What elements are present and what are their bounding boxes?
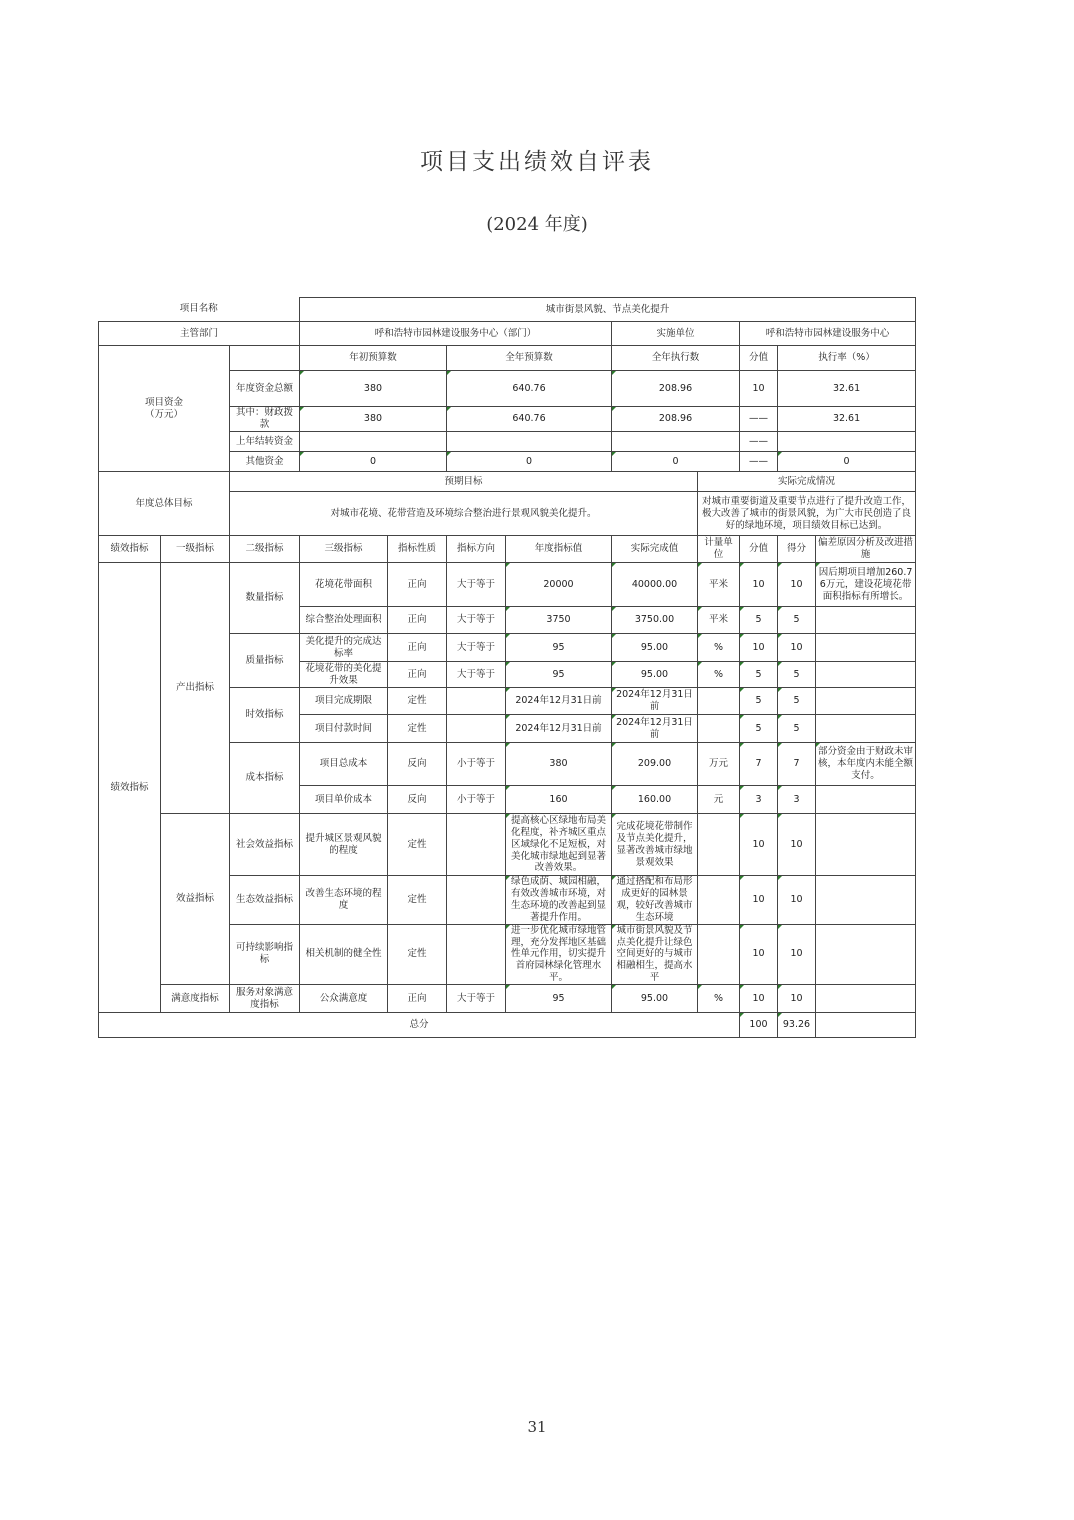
indicator-name: 项目完成期限: [300, 688, 388, 715]
indicator-actual: 完成花境花带制作及节点美化提升，显著改善城市绿地景观效果: [612, 814, 698, 876]
funds-rate: 32.61: [778, 407, 916, 432]
indicator-actual: 95.00: [612, 662, 698, 688]
indicator-actual: 160.00: [612, 786, 698, 814]
indicator-actual: 40000.00: [612, 563, 698, 607]
indicator-target: 95: [506, 634, 612, 662]
indicator-name: 项目总成本: [300, 743, 388, 786]
col-header: 偏差原因分析及改进措施: [816, 536, 916, 563]
indicator-direction: [447, 814, 506, 876]
indicator-target: 3750: [506, 607, 612, 634]
total-row: [99, 1013, 916, 1038]
funds-label: 项目资金 （万元）: [99, 346, 230, 472]
indicator-nature: 反向: [388, 786, 447, 814]
indicator-nature: 定性: [388, 688, 447, 715]
funds-initial: 0: [300, 452, 447, 472]
indicator-reason: [816, 786, 916, 814]
total-weight: 100: [740, 1013, 778, 1038]
indicator-unit: 万元: [698, 743, 740, 786]
goals-actual-header: 实际完成情况: [698, 472, 916, 492]
indicator-reason: 部分资金由于财政未审核，本年度内未能全额支付。: [816, 743, 916, 786]
indicator-actual: 3750.00: [612, 607, 698, 634]
indicator-row: [99, 985, 916, 1013]
col-header: 二级指标: [230, 536, 300, 563]
indicator-weight: 10: [740, 876, 778, 925]
funds-annual: [447, 432, 612, 452]
funds-col-weight: 分值: [740, 346, 778, 371]
indicator-reason: 因后期项目增加260.76万元，建设花境花带面积指标有所增长。: [816, 563, 916, 607]
indicator-nature: 正向: [388, 634, 447, 662]
funds-initial: 380: [300, 407, 447, 432]
indicator-nature: 定性: [388, 924, 447, 984]
indicator-unit: 平米: [698, 607, 740, 634]
dept-label: 主管部门: [99, 322, 300, 346]
indicator-nature: 正向: [388, 662, 447, 688]
funds-row-label: 其他资金: [230, 452, 300, 472]
total-reason: [816, 1013, 916, 1038]
project-name-row: [99, 298, 916, 322]
indicator-name: 改善生态环境的程度: [300, 876, 388, 925]
indicator-weight: 5: [740, 715, 778, 743]
funds-executed: 208.96: [612, 407, 740, 432]
dept-value: 呼和浩特市园林建设服务中心（部门）: [300, 322, 612, 346]
indicator-target: 绿色成荫、城园相融，有效改善城市环境，对生态环境的改善起到显著提升作用。: [506, 876, 612, 925]
level2-timeliness: 时效指标: [230, 688, 300, 743]
indicator-score: 5: [778, 662, 816, 688]
funds-weight: ——: [740, 452, 778, 472]
indicator-score: 10: [778, 924, 816, 984]
indicator-weight: 3: [740, 786, 778, 814]
funds-row-label: 年度资金总额: [230, 370, 300, 407]
indicator-direction: 小于等于: [447, 786, 506, 814]
project-name-value: 城市街景风貌、节点美化提升: [300, 298, 916, 322]
col-header: 得分: [778, 536, 816, 563]
level2-quality: 质量指标: [230, 634, 300, 688]
performance-table: [98, 297, 916, 1038]
indicator-actual: 95.00: [612, 985, 698, 1013]
indicator-name: 提升城区景观风貌的程度: [300, 814, 388, 876]
indicator-direction: 大于等于: [447, 607, 506, 634]
indicator-name: 综合整治处理面积: [300, 607, 388, 634]
indicator-target: 提高核心区绿地布局美化程度，补齐城区重点区域绿化不足短板，对美化城市绿地起到显著改善效果。: [506, 814, 612, 876]
funds-col-initial: 年初预算数: [300, 346, 447, 371]
indicator-score: 5: [778, 607, 816, 634]
indicator-unit: %: [698, 985, 740, 1013]
indicator-score: 10: [778, 563, 816, 607]
indicator-actual: 2024年12月31日前: [612, 715, 698, 743]
funds-executed: 0: [612, 452, 740, 472]
total-score: 93.26: [778, 1013, 816, 1038]
level2-cost: 成本指标: [230, 743, 300, 814]
indicator-unit: %: [698, 662, 740, 688]
indicator-reason: [816, 924, 916, 984]
indicator-direction: [447, 688, 506, 715]
indicator-unit: [698, 876, 740, 925]
funds-weight: ——: [740, 432, 778, 452]
indicator-direction: [447, 924, 506, 984]
level1-satisfaction: 满意度指标: [161, 985, 230, 1013]
funds-executed: 208.96: [612, 370, 740, 407]
indicator-unit: [698, 715, 740, 743]
level2-social: 社会效益指标: [230, 814, 300, 876]
col-header: 分值: [740, 536, 778, 563]
indicator-target: 2024年12月31日前: [506, 715, 612, 743]
goals-actual: 对城市重要街道及重要节点进行了提升改造工作，极大改善了城市的街景风貌，为广大市民创造了良好的绿地环境，项目绩效目标已达到。: [698, 492, 916, 536]
page-number: 31: [527, 1418, 547, 1436]
indicator-unit: [698, 814, 740, 876]
col-header: 计量单位: [698, 536, 740, 563]
level1-output: 产出指标: [161, 563, 230, 814]
indicator-unit: 平米: [698, 563, 740, 607]
indicator-unit: [698, 924, 740, 984]
goals-expected-header: 预期目标: [230, 472, 698, 492]
indicator-target: 95: [506, 985, 612, 1013]
col-header: 一级指标: [161, 536, 230, 563]
level2-eco: 生态效益指标: [230, 876, 300, 925]
indicator-score: 3: [778, 786, 816, 814]
funds-initial: [300, 432, 447, 452]
unit-label: 实施单位: [612, 322, 740, 346]
indicator-target: 20000: [506, 563, 612, 607]
indicator-target: 进一步优化城市绿地管理，充分发挥地区基础性单元作用，切实提升首府园林绿化管理水平。: [506, 924, 612, 984]
indicator-name: 花境花带面积: [300, 563, 388, 607]
indicator-unit: %: [698, 634, 740, 662]
funds-rate: 32.61: [778, 370, 916, 407]
goals-header-row: [99, 472, 916, 492]
document-title: 项目支出绩效自评表: [420, 149, 654, 175]
funds-executed: [612, 432, 740, 452]
funds-weight: 10: [740, 370, 778, 407]
indicator-reason: [816, 607, 916, 634]
indicator-nature: 正向: [388, 985, 447, 1013]
indicator-nature: 定性: [388, 876, 447, 925]
funds-annual: 640.76: [447, 370, 612, 407]
indicator-nature: 定性: [388, 814, 447, 876]
indicator-actual: 城市街景风貌及节点美化提升让绿色空间更好的与城市相融相生，提高水平: [612, 924, 698, 984]
indicator-weight: 7: [740, 743, 778, 786]
indicator-name: 项目付款时间: [300, 715, 388, 743]
indicator-name: 花境花带的美化提升效果: [300, 662, 388, 688]
indicator-score: 10: [778, 634, 816, 662]
funds-annual: 640.76: [447, 407, 612, 432]
indicator-score: 10: [778, 814, 816, 876]
level2-sustain: 可持续影响指标: [230, 924, 300, 984]
level2-service: 服务对象满意度指标: [230, 985, 300, 1013]
indicator-row: [99, 814, 916, 876]
funds-rate: 0: [778, 452, 916, 472]
indicator-reason: [816, 814, 916, 876]
indicator-name: 公众满意度: [300, 985, 388, 1013]
indicator-score: 7: [778, 743, 816, 786]
indicator-direction: 大于等于: [447, 662, 506, 688]
indicator-header-row: [99, 536, 916, 563]
indicator-direction: 小于等于: [447, 743, 506, 786]
indicator-score: 10: [778, 985, 816, 1013]
indicator-direction: [447, 715, 506, 743]
indicator-actual: 95.00: [612, 634, 698, 662]
indicator-weight: 10: [740, 563, 778, 607]
funds-rate: [778, 432, 916, 452]
indicator-actual: 209.00: [612, 743, 698, 786]
col-header: 指标方向: [447, 536, 506, 563]
col-header: 年度指标值: [506, 536, 612, 563]
indicator-name: 相关机制的健全性: [300, 924, 388, 984]
indicator-direction: 大于等于: [447, 563, 506, 607]
indicator-unit: 元: [698, 786, 740, 814]
indicator-reason: [816, 876, 916, 925]
funds-row-label: 其中：财政拨款: [230, 407, 300, 432]
indicator-weight: 5: [740, 688, 778, 715]
project-name-label: 项目名称: [179, 303, 218, 315]
indicator-target: 2024年12月31日前: [506, 688, 612, 715]
unit-value: 呼和浩特市园林建设服务中心: [740, 322, 916, 346]
indicator-weight: 10: [740, 924, 778, 984]
level1-effect: 效益指标: [161, 814, 230, 985]
indicator-score: 5: [778, 688, 816, 715]
indicator-reason: [816, 985, 916, 1013]
indicator-reason: [816, 634, 916, 662]
funds-col-executed: 全年执行数: [612, 346, 740, 371]
indicator-weight: 10: [740, 985, 778, 1013]
indicator-direction: [447, 876, 506, 925]
department-row: [99, 322, 916, 346]
indicator-row: [99, 563, 916, 607]
indicator-unit: [698, 688, 740, 715]
indicator-actual: 2024年12月31日前: [612, 688, 698, 715]
indicator-direction: 大于等于: [447, 634, 506, 662]
funds-annual: 0: [447, 452, 612, 472]
indicator-name: 美化提升的完成达标率: [300, 634, 388, 662]
level2-quantity: 数量指标: [230, 563, 300, 634]
indicator-score: 10: [778, 876, 816, 925]
document-subtitle: (2024 年度): [486, 214, 588, 235]
indicator-nature: 反向: [388, 743, 447, 786]
indicator-target: 95: [506, 662, 612, 688]
indicator-weight: 5: [740, 662, 778, 688]
col-header: 实际完成值: [612, 536, 698, 563]
indicator-weight: 10: [740, 814, 778, 876]
funds-weight: ——: [740, 407, 778, 432]
funds-header-row: [99, 346, 916, 371]
funds-row-label: 上年结转资金: [230, 432, 300, 452]
funds-col-rate: 执行率（%）: [778, 346, 916, 371]
indicator-weight: 5: [740, 607, 778, 634]
indicator-actual: 通过搭配和布局形成更好的园林景观，较好改善城市生态环境: [612, 876, 698, 925]
goals-expected: 对城市花境、花带营造及环境综合整治进行景观风貌美化提升。: [230, 492, 698, 536]
indicator-weight: 10: [740, 634, 778, 662]
col-header: 绩效指标: [99, 536, 161, 563]
indicator-name: 项目单价成本: [300, 786, 388, 814]
total-label: 总分: [99, 1013, 740, 1038]
indicator-nature: 正向: [388, 607, 447, 634]
col-header: 三级指标: [300, 536, 388, 563]
indicator-reason: [816, 662, 916, 688]
funds-col-annual: 全年预算数: [447, 346, 612, 371]
indicator-reason: [816, 688, 916, 715]
indicator-nature: 定性: [388, 715, 447, 743]
funds-initial: 380: [300, 370, 447, 407]
col-header: 指标性质: [388, 536, 447, 563]
indicator-group-label: 绩效指标: [99, 563, 161, 1013]
indicator-nature: 正向: [388, 563, 447, 607]
indicator-target: 380: [506, 743, 612, 786]
indicator-reason: [816, 715, 916, 743]
goals-label: 年度总体目标: [99, 472, 230, 536]
indicator-target: 160: [506, 786, 612, 814]
indicator-score: 5: [778, 715, 816, 743]
indicator-direction: 大于等于: [447, 985, 506, 1013]
